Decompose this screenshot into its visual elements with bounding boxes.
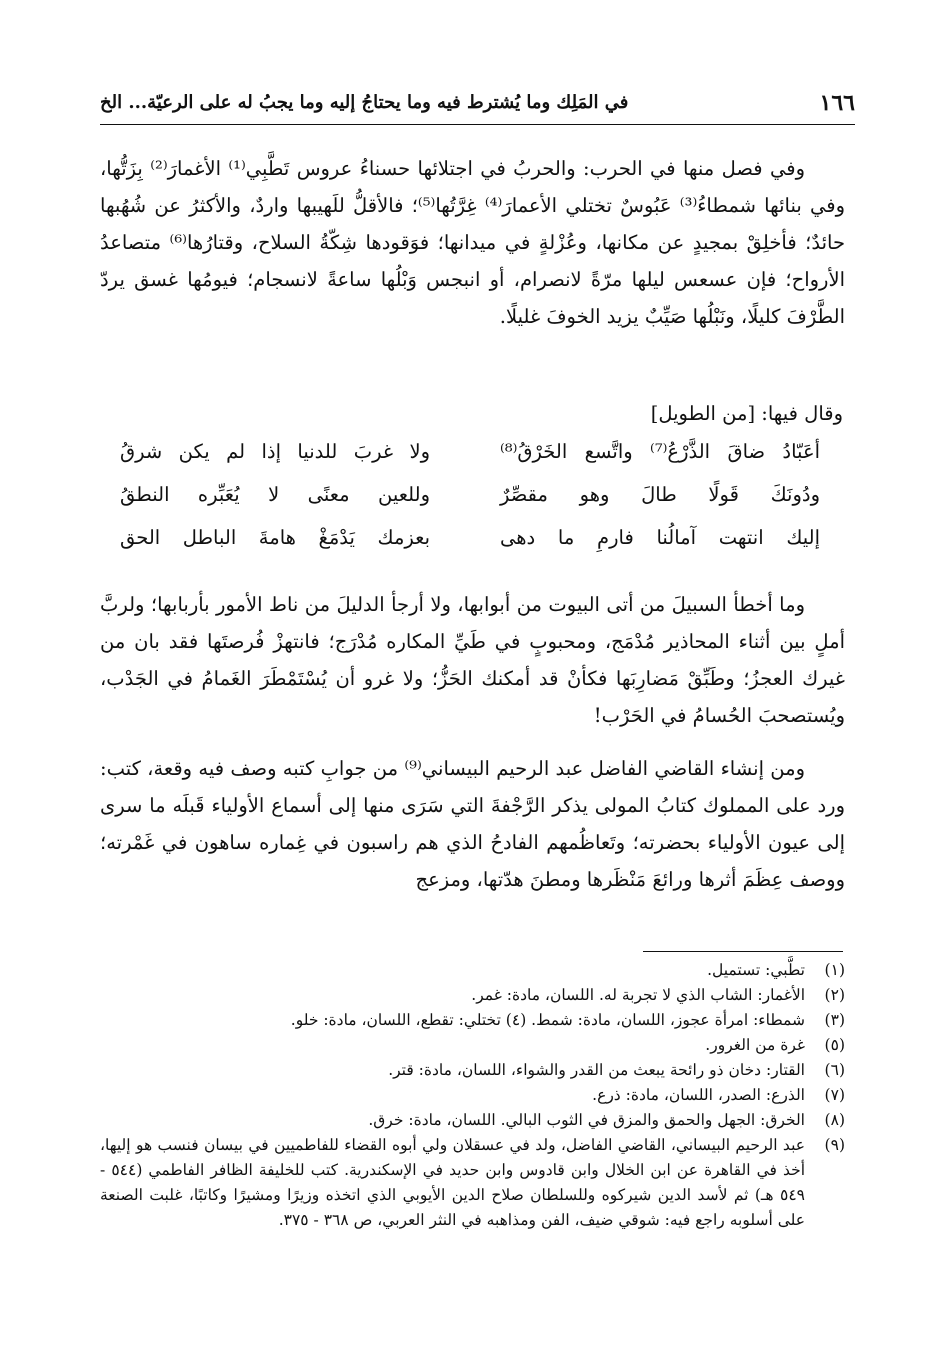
- footnote: [100, 1083, 845, 1108]
- page-number: ١٦٦: [819, 90, 855, 116]
- poem-verse: [120, 440, 820, 483]
- footnote-text: غرة من الغرور.: [705, 1036, 805, 1054]
- footnote-number: (٩): [824, 1136, 845, 1154]
- verse-second-hemistich: بعزمك يَدْمَغْ هامةَ الباطل الحق: [120, 526, 430, 549]
- footnote: [100, 1058, 845, 1083]
- verse-second-hemistich: وللعين معنًى لا يُعَبِّره النطقُ: [120, 483, 430, 506]
- footnote-number: (٣): [824, 1011, 845, 1029]
- footnote-text: الأغمار: الشاب الذي لا تجربة له. اللسان، مادة: غمر.: [471, 986, 805, 1004]
- footnote-text: عبد الرحيم البيساني، القاضي الفاضل، ولد في عسقلان ولي أبوه القضاء للفاطميين في بيسان فنسب هو إليها، أخذ في القاهرة عن ابن الخلال وابن قادوس وابن حديد في الإسكندرية. كتب للخليفة الظافر الفاطمي (٥٤٤ - ٥٤٩ هـ) ثم لأسد الدين شيركوه وللسلطان صلاح الدين الأيوبي الذي اتخذه وزيرًا ومشيرًا وكاتبًا، غلبت الصنعة على أسلوبه راجع فيه: شوقي ضيف، الفن ومذاهبه في النثر العربي، ص ٣٦٨ - ٣٧٥.: [100, 1136, 805, 1229]
- footnote: [100, 1033, 845, 1058]
- footnote-text: شمطاء: امرأة عجوز، اللسان، مادة: شمط. (٤) تختلي: تقطع، اللسان، مادة: خلو.: [290, 1011, 805, 1029]
- footnote: [100, 983, 845, 1008]
- verse-first-hemistich: إليك انتهت آمالُنا فارمِ ما دهى: [500, 526, 820, 549]
- footnote-text: الخرق: الجهل والحمق والمزق في الثوب البالي. اللسان، مادة: خرق.: [368, 1111, 805, 1129]
- paragraph-advice: وما أخطأ السبيلَ من أتى البيوت من أبوابها، ولا أرجأ الدليلَ من ناط الأمور بأربابها؛ ولربَّ أملٍ بين أثناء المحاذير مُدْمَج، ومحبوبٍ في طَيِّ المكاره مُدْرَج؛ فانتهزْ فُرصتَها فقد بان من غيرك العجزُ؛ وطَبِّقْ مَضارِبَها فكأنْ قد أمكنك الحَزُّ؛ ولا غرو أن يُسْتَمْطَرَ الغَمامُ في الجَدْب، ويُستصحبَ الحُسامُ في الحَرْب!: [100, 593, 845, 727]
- footnote-text: القتار: دخان ذو رائحة يبعث من القدر والشواء، اللسان، مادة: قتر.: [388, 1061, 805, 1079]
- paragraph-war-description: وفي فصل منها في الحرب: والحربُ في اجتلائها حسناءُ عروس تَطَّبِي⁽¹⁾ الأغمارَ⁽²⁾ بِزَتُّها، وفي بنائها شمطاءُ⁽³⁾ عَبُوسٌ تختلي الأعمارَ⁽⁴⁾ غِرَّتُها⁽⁵⁾؛ فالأقلُّ للَهيبها واردٌ، والأكثرُ عن شُهُبها حائدٌ؛ فأخلِقْ بمجيدٍ عن مكانها، وعُزْلةٍ في ميدانها؛ فوَقودها شِكّةُ السلاح، وقتارُها⁽⁶⁾ متصاعدُ الأرواح؛ فإن عسعس ليلها مرّةً لانصرام، أو انبجس وَبْلُها ساعةً لانسجام؛ فيومُها غسق يردّ الطَّرْفَ كليلًا، ونَبْلُها صَيِّبٌ يزيد الخوفَ غليلًا.: [100, 157, 846, 328]
- verse-first-hemistich: ودُونَكَ قَولًا طالَ وهو مقصِّرٌ: [500, 483, 820, 506]
- footnotes: [100, 958, 845, 1233]
- footnote-text: الذرع: الصدر، اللسان، مادة: ذرع.: [592, 1086, 805, 1104]
- footnote: [100, 1008, 845, 1033]
- verse-second-hemistich: ولا غربَ للدنيا إذا لم يكن شرقُ: [120, 440, 430, 463]
- footnote-divider: [643, 951, 843, 952]
- page-header: [100, 88, 855, 125]
- footnote-number: (٢): [824, 986, 845, 1004]
- verse-first-hemistich: أعَبّادُ ضاقَ الذَّرْعُ⁽⁷⁾ واتَّسع الخَرْقُ⁽⁸⁾: [500, 440, 820, 463]
- footnote-number: (٨): [824, 1111, 845, 1129]
- poem-intro: وقال فيها: [من الطويل]: [650, 402, 843, 425]
- paragraph-qadi-fadil: ومن إنشاء القاضي الفاضل عبد الرحيم البيساني⁽⁹⁾ من جوابِ كتبه وصف فيه وقعة، كتب: ورد على المملوك كتابُ المولى يذكر الرَّجْفةَ التي سَرَى منها إلى أسماع الأولياء قَبلَه ما سرى إلى عيون الأولياء بحضرته؛ وتَعاظُمهم الفادحُ الذي هم راسبون في غِماره ساهون في غَمْرته؛ ووصف عِظَمَ أثرها ورائعَ مَنْظَرها ومطنَ هدّتها، ومزعج: [100, 757, 845, 891]
- poem: [120, 440, 820, 569]
- footnote-text: تطَّبي: تستميل.: [707, 961, 805, 979]
- footnote-number: (٦): [824, 1061, 845, 1079]
- footnote-number: (٧): [824, 1086, 845, 1104]
- footnote: [100, 958, 845, 983]
- footnote-number: (٥): [824, 1036, 845, 1054]
- poem-verse: [120, 483, 820, 526]
- footnote-number: (١): [824, 961, 845, 979]
- poem-verse: [120, 526, 820, 569]
- running-title: في المَلِك وما يُشترط فيه وما يحتاجُ إليه وما يجبُ له على الرعيّة... الخ: [100, 92, 629, 113]
- footnote: [100, 1108, 845, 1133]
- footnote: [100, 1133, 845, 1233]
